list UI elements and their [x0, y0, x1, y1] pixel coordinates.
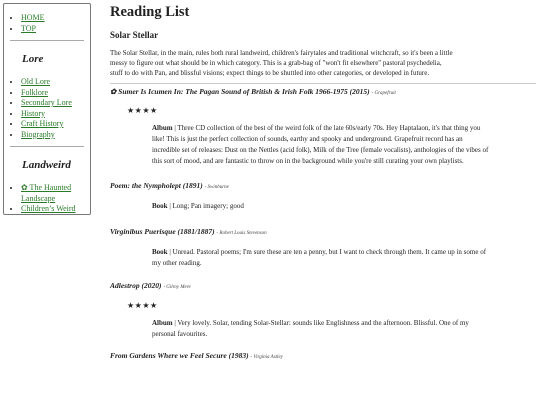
lore-list	[4, 77, 90, 140]
entry-author: - Grapefruit	[371, 91, 396, 97]
biography-link[interactable]: Biography	[21, 129, 55, 139]
entry-author: - Swinburne	[204, 185, 229, 191]
section-divider	[110, 83, 536, 84]
entry-title	[110, 87, 538, 99]
haunted-landscape-link[interactable]: ✿ The Haunted Landscape	[21, 183, 72, 203]
lore-item	[21, 109, 90, 120]
intro-paragraph: The Solar Stellar, in the main, rules both rural landweird, children's fairytales and traditional witchcraft, so it's been a little messy to figure out what should be in which category. This is a grab-bag of "won't fit elsewhere" pastoral psychedelia, stuff to do with Pan, and blissful visions; expect things to be shuttled into other categories, or developed in future.	[110, 49, 453, 77]
sidebar-divider	[10, 40, 84, 41]
entry-text: | Long; Pan imagery; good	[167, 202, 244, 211]
page-title: Reading List	[110, 4, 190, 20]
landweird-item	[21, 204, 90, 215]
entry-title	[110, 181, 538, 193]
entry-title	[110, 227, 538, 239]
history-link[interactable]: History	[21, 108, 45, 118]
nav-item-home	[21, 13, 90, 24]
star-rating: ★★★★	[127, 106, 158, 116]
page-subtitle: Solar Stellar	[110, 30, 159, 40]
lore-item	[21, 119, 90, 130]
top-nav-list	[4, 13, 90, 34]
entry-description	[152, 318, 492, 340]
top-link[interactable]: TOP	[21, 23, 36, 33]
entry-title-text: Poem: the Nympholept (1891)	[110, 181, 203, 191]
entry-text: | Very lovely. Solar, tending Solar-Stellar: sounds like Englishness and the afternoon. Blissful. One of my personal favourites.	[152, 318, 469, 338]
entry-format: Album	[152, 124, 173, 133]
entry-title	[110, 351, 538, 363]
sidebar	[3, 3, 91, 215]
list-item	[110, 351, 538, 363]
lore-item	[21, 130, 90, 141]
entry-author: - Virginia Astley	[250, 354, 283, 360]
list-item	[110, 281, 538, 340]
main-content	[110, 0, 538, 363]
lore-item	[21, 98, 90, 109]
entry-title	[110, 281, 538, 293]
star-rating: ★★★★	[127, 300, 158, 310]
entry-text: | Three CD collection of the best of the weird folk of the late 60s/early 70s. Hey Haptalaon, it's that thing you like! This is just the perfect collection of sounds, earthy and spooky and underground. Grapefruit record has an incredible set of releases: Dust on the Nettles (acid folk), Milk of the Tree (female vocalists), anthologies of the vibes of this sort of mood, and are fantastic to throw on in the background while you're still curating your own playlists.	[152, 124, 489, 166]
sidebar-divider	[10, 146, 84, 147]
lore-heading: Lore	[22, 53, 44, 65]
childrens-weird-link[interactable]: Children’s Weird	[21, 204, 76, 213]
list-item	[110, 87, 538, 167]
entry-description	[152, 123, 492, 167]
nav-item-top	[21, 24, 90, 35]
home-link[interactable]: HOME	[21, 13, 45, 22]
entry-format: Album	[152, 318, 173, 327]
landweird-list	[4, 183, 90, 215]
entry-description	[152, 247, 492, 269]
entry-format: Book	[152, 202, 168, 211]
craft-history-link[interactable]: Craft History	[21, 119, 64, 128]
list-item	[110, 227, 538, 269]
entry-text: | Unread. Pastoral poems; I'm sure these are ten a penny, but I want to check through them. It came up in some of my other reading.	[152, 247, 487, 267]
entry-title-text: Virginibus Puerisque (1881/1887)	[110, 226, 215, 236]
list-item	[110, 181, 538, 212]
entry-author: - Robert Louis Stevenson	[216, 230, 267, 236]
lore-item	[21, 88, 90, 99]
entry-description	[152, 201, 492, 212]
folklore-link[interactable]: Folklore	[21, 87, 49, 97]
entry-title-text: From Gardens Where we Feel Secure (1983)	[110, 350, 249, 360]
entry-title-text: ✿ Sumer Is Icumen In: The Pagan Sound of British & Irish Folk 1966-1975 (2015)	[110, 87, 370, 97]
secondary-lore-link[interactable]: Secondary Lore	[21, 98, 72, 107]
landweird-item	[21, 183, 90, 204]
entry-title-text: Adlestrop (2020)	[110, 280, 162, 290]
entry-author: - Gilroy Mere	[163, 284, 191, 290]
landweird-heading: Landweird	[22, 159, 71, 171]
old-lore-link[interactable]: Old Lore	[21, 77, 51, 86]
lore-item	[21, 77, 90, 88]
entry-format: Book	[152, 247, 168, 256]
